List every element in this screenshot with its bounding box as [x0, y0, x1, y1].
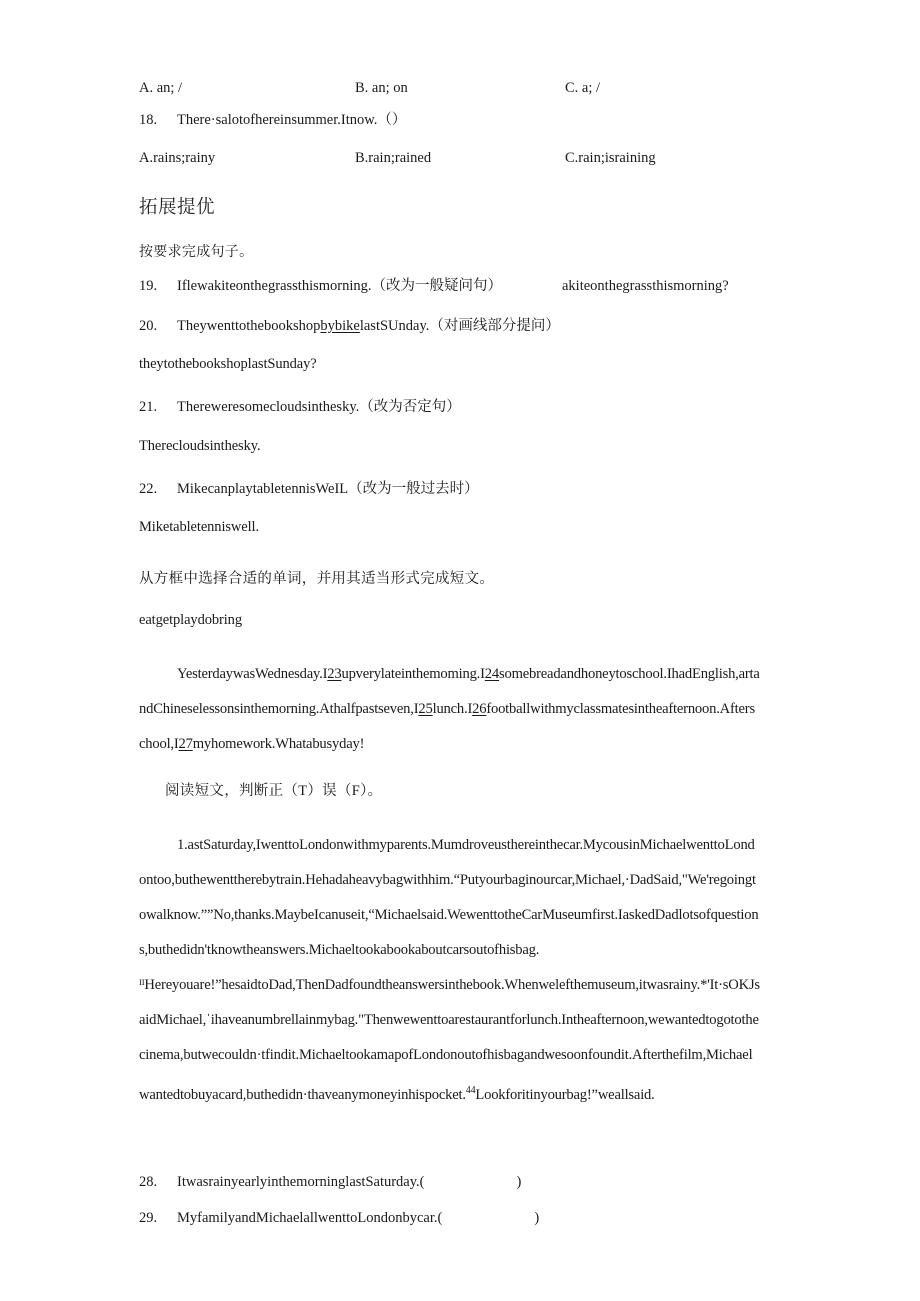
- question29-number: 29.: [139, 1210, 158, 1226]
- question28-text: ItwasrainyearlyinthemorninglastSaturday.(: [177, 1174, 425, 1190]
- question19: [139, 274, 729, 295]
- cloze-text-2: upverylateinthemoming.I: [341, 666, 485, 682]
- reading-passage-2: [139, 968, 761, 1113]
- question28: [139, 1174, 521, 1191]
- question20-stem-after: lastSUnday.（对画线部分提问）: [359, 318, 560, 334]
- question29-close-paren: ): [534, 1210, 540, 1226]
- cloze-text-6: myhomework.Whatabusyday!: [192, 736, 365, 752]
- reading-passage-1: 1.astSaturday,IwenttoLondonwithmyparents.Mumdroveusthereinthecar.MycousinMichaelwenttoLondontoo,buthewenttherebytrain.Hehadaheavybagwithhim.“Putyourbaginourcar,Michael,·DadSaid,"We'regoingtowalknow.””No,thanks.MaybeIcanuseit,“Michaelsaid.WewenttotheCarMuseumfirst.IaskedDadlotsofquestions,buthedidn'tknowtheanswers.Michaeltookabookaboutcarsoutofhisbag.: [139, 837, 759, 958]
- question22-answer: Miketabletenniswell.: [139, 519, 260, 535]
- question21-stem: Thereweresomecloudsinthesky.（改为否定句）: [177, 399, 461, 415]
- reading-passage-2-post: Lookforitinyourbag!”weallsaid.: [475, 1086, 655, 1103]
- cloze-instruction: 从方框中选择合适的单词，并用其适当形式完成短文。: [139, 571, 495, 587]
- question22-stem: MikecanplaytabletennisWeIL（改为一般过去时）: [177, 481, 479, 497]
- question20-number: 20.: [139, 318, 158, 334]
- cloze-text-5: footballwithmyclassmatesintheafternoon.Afterschool,I: [139, 701, 755, 752]
- cloze-blank-23: 23: [327, 666, 342, 682]
- option-a: A. an; /: [139, 80, 183, 96]
- reading-passage-2-pre: ᴵᴵHereyouare!”hesaidtoDad,ThenDadfoundtheanswersinthebook.Whenwelefthemuseum,itwasrainy.*'It·sOKJsaidMichael,ˈihaveanumbrellainmybag."Thenwewenttoarestaurantforlunch.Intheafternoon,wewantedtogotothecinema,butwecouldn·tfindit.MichaeltookamapofLondonoutofhisbagandwesoonfoundit.Afterthefilm,Michaelwantedtobuyacard,buthedidn·thaveanymoneyinhispocket.: [139, 977, 760, 1103]
- cloze-word-bank: eatgetplaydobring: [139, 612, 242, 628]
- question19-answer: akiteonthegrassthismorning?: [562, 278, 729, 294]
- option-b: B. an; on: [355, 80, 408, 96]
- question18-stem: There·salotofhereinsummer.Itnow.（）: [177, 112, 407, 128]
- cloze-blank-27: 27: [178, 736, 193, 752]
- reading-instruction: 阅读短文，判断正（T）误（F）。: [165, 783, 383, 799]
- option-c: C. a; /: [565, 80, 601, 96]
- option-c: C.rain;israining: [565, 150, 656, 166]
- cloze-text-4: lunch.I: [432, 701, 473, 717]
- question22-number: 22.: [139, 481, 158, 497]
- cloze-blank-25: 25: [418, 701, 433, 717]
- question18-number: 18.: [139, 112, 158, 128]
- cloze-text-3: somebreadandhoneytoschool.IhadEnglish,artandChineselessonsinthemorning.Athalfpastseven,I: [139, 666, 760, 717]
- cloze-passage: [139, 657, 761, 762]
- question22: [139, 477, 479, 498]
- section-heading: 拓展提优: [139, 197, 216, 218]
- question28-close-paren: ): [516, 1174, 522, 1190]
- question21-number: 21.: [139, 399, 158, 415]
- question20-underlined-phrase: bybike: [320, 318, 360, 334]
- question19-stem: Iflewakiteonthegrassthismorning.（改为一般疑问句）: [177, 278, 502, 294]
- cloze-blank-24: 24: [484, 666, 499, 682]
- question29-text: MyfamilyandMichaelallwenttoLondonbycar.(: [177, 1210, 443, 1226]
- question18: [139, 108, 406, 129]
- cloze-text-1: YesterdaywasWednesday.I: [177, 666, 328, 682]
- section-instruction: 按要求完成句子。: [139, 245, 254, 260]
- question20-stem-before: Theywenttothebookshop: [177, 318, 321, 334]
- question17-options: [139, 80, 761, 100]
- question21-answer: Therecloudsinthesky.: [139, 438, 261, 454]
- question18-options: [139, 150, 761, 170]
- cloze-blank-26: 26: [472, 701, 487, 717]
- reading-passage-2-superscript: 44: [465, 1085, 476, 1096]
- question28-number: 28.: [139, 1174, 158, 1190]
- question20-answer: theytothebookshoplastSunday?: [139, 356, 317, 372]
- option-b: B.rain;rained: [355, 150, 432, 166]
- question21: [139, 395, 461, 416]
- question29: [139, 1210, 539, 1227]
- question20: [139, 314, 560, 335]
- question19-number: 19.: [139, 278, 158, 294]
- option-a: A.rains;rainy: [139, 150, 216, 166]
